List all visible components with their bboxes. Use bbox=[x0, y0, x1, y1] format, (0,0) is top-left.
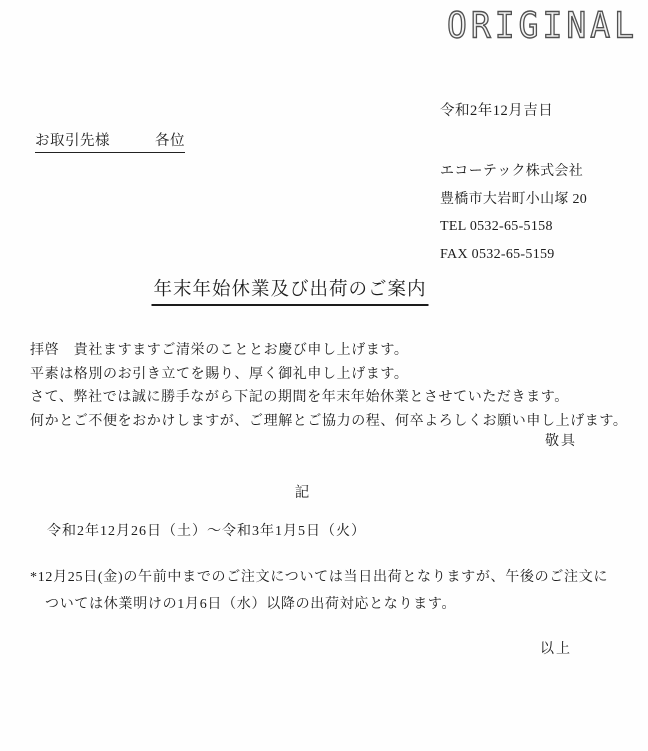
document-title: 年末年始休業及び出荷のご案内 bbox=[151, 275, 428, 306]
closing-keigu: 敬具 bbox=[545, 434, 577, 449]
shipping-note-line-1: *12月25日(金)の午前中までのご注文については当日出荷となりますが、午後のご注文に bbox=[30, 570, 609, 585]
ki-section-heading: 記 bbox=[294, 485, 310, 501]
announcement-line: さて、弊社では誠に勝手ながら下記の期間を年末年始休業とさせていただきます。 bbox=[30, 390, 569, 405]
sender-address: 豊橋市大岩町小山塚 20 bbox=[440, 191, 588, 207]
body-text bbox=[30, 339, 627, 433]
thanks-line: 平素は格別のお引き立てを賜り、厚く御礼申し上げます。 bbox=[30, 366, 409, 382]
original-stamp: ORIGINAL bbox=[447, 4, 638, 47]
document-date: 令和2年12月吉日 bbox=[440, 103, 554, 119]
end-mark-ijou: 以上 bbox=[540, 642, 572, 657]
greeting-line: 拝啓 貴社ますますご清栄のこととお慶び申し上げます。 bbox=[30, 343, 409, 358]
sender-company-name: エコーテック株式会社 bbox=[440, 164, 583, 179]
sender-block bbox=[440, 158, 587, 268]
sender-tel: TEL 0532-65-5158 bbox=[440, 219, 553, 234]
shipping-note-line-2: ついては休業明けの1月6日（水）以降の出荷対応となります。 bbox=[45, 597, 457, 612]
holiday-period: 令和2年12月26日（土）～令和3年1月5日（火） bbox=[47, 524, 366, 539]
apology-line: 何かとご不便をおかけしますが、ご理解とご協力の程、何卒よろしくお願い申し上げます。 bbox=[30, 413, 628, 429]
sender-fax: FAX 0532-65-5159 bbox=[440, 246, 555, 262]
recipient-line: お取引先様 各位 bbox=[35, 129, 185, 153]
